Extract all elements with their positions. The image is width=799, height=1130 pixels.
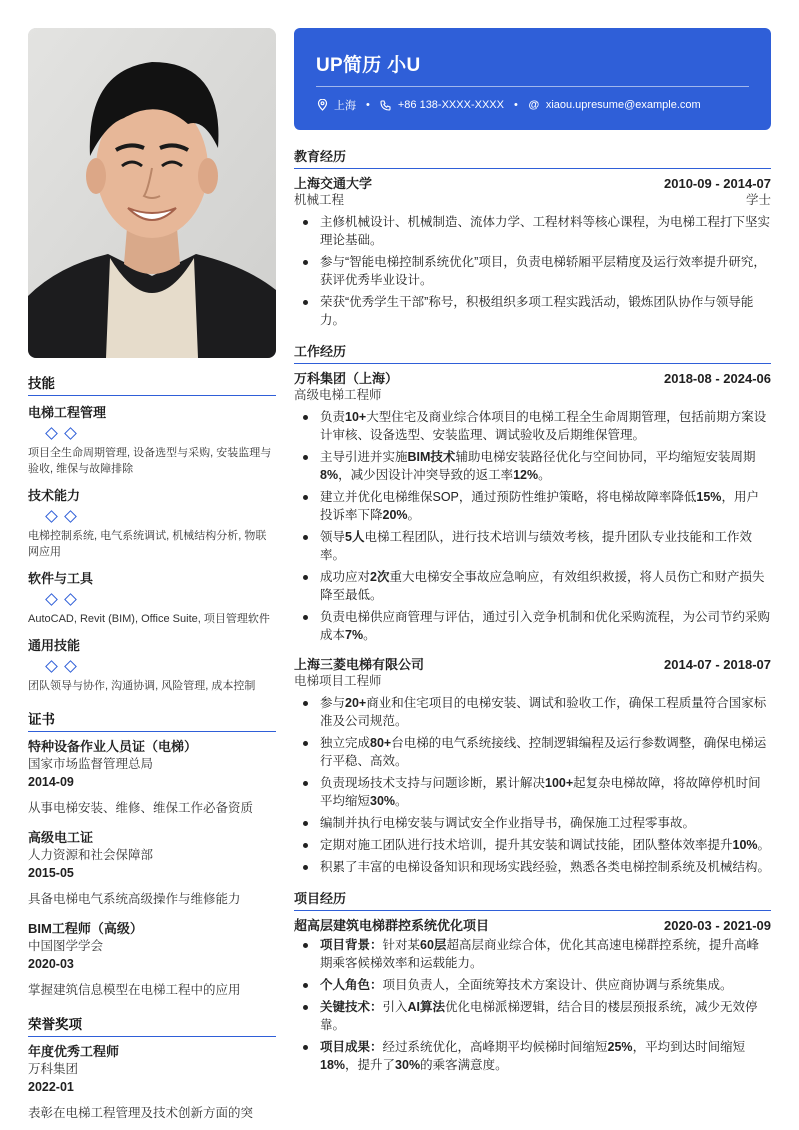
text-segment: 。: [395, 794, 408, 808]
cert-name: 高级电工证: [28, 830, 94, 845]
skill-item: [28, 485, 276, 560]
text-segment: 成功应对: [320, 570, 371, 584]
list-item: [294, 1038, 771, 1074]
text-segment: ，平均到达时间缩短: [632, 1040, 746, 1054]
list-item: [294, 528, 771, 564]
skill-item: [28, 568, 276, 627]
person-name: UP简历 小U: [316, 55, 421, 76]
cert-name: BIM工程师（高级）: [28, 921, 143, 936]
text-segment: 编制并执行电梯安装与调试安全作业指导书，确保施工过程零事故。: [320, 816, 696, 830]
list-item: [294, 488, 771, 524]
cert-desc: 从事电梯安装、维修、维保工作必备资质: [28, 801, 254, 815]
text-segment: 。: [757, 838, 771, 852]
job-role: 电梯项目工程师: [294, 674, 382, 688]
bold-text: 25%: [607, 1040, 633, 1054]
text-segment: 建立并优化电梯维保SOP，通过预防性维护策略，将电梯故障率降低: [320, 490, 697, 504]
email-link[interactable]: xiaou.upresume@example.com: [545, 99, 701, 111]
skill-item: [28, 635, 276, 694]
education-bullets: [294, 213, 771, 329]
skill-desc: 项目全生命周期管理, 设备选型与采购, 安装监理与验收, 维保与故障排除: [28, 447, 272, 475]
list-item: 参与“智能电梯控制系统优化”项目，负责电梯轿厢平层精度及运行效率提升研究，获评优秀毕业设计。: [294, 253, 771, 289]
skill-item: [28, 402, 276, 477]
location-icon: [316, 99, 328, 111]
bold-text: 20+: [345, 696, 367, 710]
list-item: [294, 936, 771, 972]
text-segment: ，减少因设计冲突导致的返工率: [338, 468, 514, 482]
text-segment: 重大电梯安全事故应急响应，有效组织救援，将人员伤亡和财产损失降至最低。: [320, 570, 765, 602]
skill-desc: 团队领导与协作, 沟通协调, 风险管理, 成本控制: [28, 680, 256, 692]
cert-item: [28, 738, 276, 817]
skill-name: 技术能力: [28, 488, 81, 503]
list-item: [294, 814, 771, 832]
award-item: [28, 1043, 276, 1122]
job-entry: [294, 656, 771, 876]
bold-text: 80+: [370, 736, 392, 750]
phone-icon: [380, 99, 392, 111]
list-item: [294, 774, 771, 810]
bold-text: BIM技术: [407, 450, 456, 464]
text-segment: 辅助电梯安装路径优化与空间协同，平均缩短安装周期: [455, 450, 756, 464]
text-segment: 项目负责人，全面统筹技术方案设计、供应商协调与系统集成。: [382, 978, 733, 992]
text-segment: 负责电梯供应商管理与评估，通过引入竞争机制和优化采购流程，为公司节约采购成本: [320, 610, 771, 642]
list-item: [294, 608, 771, 644]
bold-text: 7%: [345, 628, 364, 642]
phone-text[interactable]: +86 138-XXXX-XXXX: [397, 99, 504, 111]
bold-text: 10%: [732, 838, 758, 852]
cert-desc: 具备电梯电气系统高级操作与维修能力: [28, 892, 241, 906]
text-segment: 定期对施工团队进行技术培训，提升其安装和调试技能，团队整体效率提升: [320, 838, 733, 852]
bold-text: 项目背景：: [320, 938, 383, 952]
text-segment: 负责: [320, 410, 346, 424]
bold-text: 项目成果：: [320, 1040, 383, 1054]
header-banner: [294, 28, 771, 130]
location-text: 上海: [334, 100, 356, 112]
list-item: [294, 408, 771, 444]
bold-text: 60层: [420, 938, 447, 952]
skill-desc: 电梯控制系统, 电气系统调试, 机械结构分析, 物联网应用: [28, 530, 267, 558]
bold-text: AI算法: [407, 1000, 446, 1014]
text-segment: ，提升了: [345, 1058, 396, 1072]
skill-name: 通用技能: [28, 638, 81, 653]
list-item: [294, 998, 771, 1034]
text-segment: 针对某: [382, 938, 421, 952]
skill-level: [28, 659, 276, 673]
list-item: 主修机械设计、机械制造、流体力学、工程材料等核心课程，为电梯工程打下坚实理论基础。: [294, 213, 771, 249]
text-segment: 电梯工程团队，进行技术培训与绩效考核，提升团队专业技能和工作效率。: [320, 530, 752, 562]
education-period: 2010-09 - 2014-07: [664, 176, 771, 191]
bold-text: 30%: [370, 794, 396, 808]
skill-name: 电梯工程管理: [28, 405, 107, 420]
bold-text: 18%: [320, 1058, 346, 1072]
diamond-icon: [64, 427, 77, 440]
bold-text: 2次: [370, 570, 390, 584]
right-column: [294, 28, 771, 1086]
list-item: [294, 568, 771, 604]
bold-text: 30%: [395, 1058, 421, 1072]
list-item: [294, 976, 771, 994]
text-segment: 经过系统优化，高峰期平均候梯时间缩短: [382, 1040, 608, 1054]
skill-desc: AutoCAD, Revit (BIM), Office Suite, 项目管理软件: [28, 613, 270, 625]
diamond-icon: [64, 510, 77, 523]
cert-desc: 掌握建筑信息模型在电梯工程中的应用: [28, 983, 241, 997]
bold-text: 8%: [320, 468, 339, 482]
skill-level: [28, 509, 276, 523]
cert-name: 特种设备作业人员证（电梯）: [28, 739, 198, 754]
list-item: [294, 734, 771, 770]
awards-title: 荣誉奖项: [28, 1013, 276, 1037]
education-title: 教育经历: [294, 146, 771, 169]
cert-date: 2015-05: [28, 866, 74, 880]
left-column: [28, 28, 276, 1130]
header-divider: [316, 86, 749, 87]
text-segment: 大型住宅及商业综合体项目的电梯工程全生命周期管理，包括前期方案设计审核、设备选型、安装监理、调试验收及后期维保管理。: [320, 410, 767, 442]
cert-date: 2014-09: [28, 775, 74, 789]
project-bullets: [294, 936, 771, 1074]
work-title: 工作经历: [294, 341, 771, 364]
job-period: 2018-08 - 2024-06: [664, 371, 771, 386]
skill-name: 软件与工具: [28, 571, 94, 586]
contact-row: [316, 97, 749, 113]
text-segment: 。: [407, 508, 421, 522]
bold-text: 10+: [345, 410, 367, 424]
projects-title: 项目经历: [294, 888, 771, 911]
skills-title: 技能: [28, 372, 276, 396]
company-name: 万科集团（上海）: [294, 371, 399, 386]
text-segment: 。: [538, 468, 551, 482]
list-item: 荣获“优秀学生干部”称号，积极组织多项工程实践活动，锻炼团队协作与领导能力。: [294, 293, 771, 329]
award-desc: 表彰在电梯工程管理及技术创新方面的突: [28, 1106, 254, 1120]
text-segment: 独立完成: [320, 736, 371, 750]
text-segment: 台电梯的电气系统接线、控制逻辑编程及运行参数调整，确保电梯运行平稳、高效。: [320, 736, 767, 768]
text-segment: 的乘客满意度。: [420, 1058, 508, 1072]
job-bullets: [294, 408, 771, 644]
profile-photo: [28, 28, 276, 358]
text-segment: 超高层商业综合体，优化其高速电梯群控系统，提升高峰期乘客候梯效率和运载能力。: [320, 938, 759, 970]
list-item: [294, 694, 771, 730]
job-bullets: [294, 694, 771, 876]
text-segment: 领导: [320, 530, 346, 544]
cert-item: [28, 829, 276, 908]
diamond-icon: [45, 660, 58, 673]
diamond-icon: [45, 427, 58, 440]
cert-date: 2020-03: [28, 957, 74, 971]
award-date: 2022-01: [28, 1080, 74, 1094]
separator-dot: •: [513, 99, 518, 111]
bold-text: 20%: [382, 508, 408, 522]
company-name: 上海三菱电梯有限公司: [294, 657, 425, 672]
text-segment: 优化电梯派梯逻辑，结合目的楼层预报系统，减少无效停靠。: [320, 1000, 758, 1032]
job-entry: [294, 370, 771, 644]
bold-text: 个人角色：: [320, 978, 383, 992]
list-item: [294, 448, 771, 484]
separator-dot: •: [366, 99, 370, 111]
list-item: [294, 836, 771, 854]
text-segment: 负责现场技术支持与问题诊断，累计解决: [320, 776, 546, 790]
certs-title: 证书: [28, 708, 276, 732]
job-role: 高级电梯工程师: [294, 388, 382, 402]
diamond-icon: [45, 510, 58, 523]
text-segment: 参与: [320, 696, 346, 710]
diamond-icon: [64, 593, 77, 606]
major: 机械工程: [294, 193, 345, 207]
text-segment: 积累了丰富的电梯设备知识和现场实践经验，熟悉各类电梯控制系统及机械结构。: [320, 860, 771, 874]
bold-text: 12%: [513, 468, 539, 482]
job-period: 2014-07 - 2018-07: [664, 657, 771, 672]
education-entry: [294, 175, 771, 329]
text-segment: ，用户投诉率下降: [320, 490, 759, 522]
list-item: [294, 858, 771, 876]
text-segment: 商业和住宅项目的电梯安装、调试和验收工作，确保工程质量符合国家标准及公司规范。: [320, 696, 767, 728]
project-entry: [294, 917, 771, 1074]
cert-org: 人力资源和社会保障部: [28, 848, 154, 862]
skill-level: [28, 426, 276, 440]
text-segment: 起复杂电梯故障，将故障停机时间平均缩短: [320, 776, 761, 808]
text-segment: 主导引进并实施: [320, 450, 408, 464]
diamond-icon: [64, 660, 77, 673]
award-name: 年度优秀工程师: [28, 1044, 120, 1059]
cert-org: 国家市场监督管理总局: [28, 757, 154, 771]
bold-text: 5人: [345, 530, 365, 544]
degree: 学士: [745, 193, 771, 207]
award-org: 万科集团: [28, 1062, 79, 1076]
cert-item: [28, 920, 276, 999]
text-segment: 引入: [382, 1000, 408, 1014]
text-segment: 。: [363, 628, 376, 642]
diamond-icon: [45, 593, 58, 606]
school-name: 上海交通大学: [294, 176, 373, 191]
bold-text: 关键技术：: [320, 1000, 383, 1014]
bold-text: 100+: [545, 776, 574, 790]
project-name: 超高层建筑电梯群控系统优化项目: [294, 918, 490, 933]
at-icon: @: [528, 99, 540, 111]
bold-text: 15%: [696, 490, 722, 504]
project-period: 2020-03 - 2021-09: [664, 918, 771, 933]
cert-org: 中国图学学会: [28, 939, 104, 953]
skill-level: [28, 592, 276, 606]
